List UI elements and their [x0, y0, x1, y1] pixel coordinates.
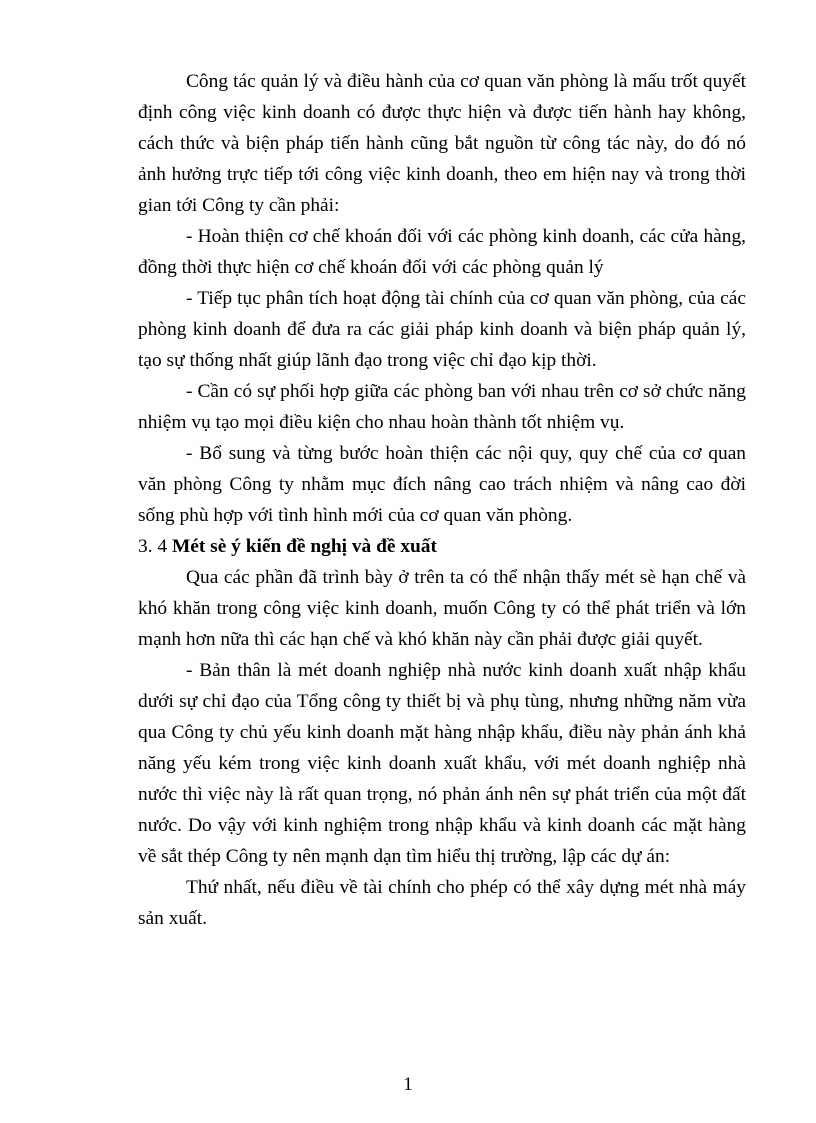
page-number: 1 — [403, 1074, 413, 1095]
document-page — [138, 66, 746, 934]
paragraph-bullet-financial-analysis: - Tiếp tục phân tích hoạt động tài chính của cơ quan văn phòng, của các phòng kinh doanh để đưa ra các giải pháp kinh doanh và biện pháp quản lý, tạo sự thống nhất giúp lãnh đạo trong việc chỉ đạo kịp thời. — [138, 288, 746, 371]
paragraph-bullet-export: - Bản thân là mét doanh nghiệp nhà nước kinh doanh xuất nhập khẩu dưới sự chỉ đạo của Tổng công ty thiết bị và phụ tùng, nhưng những năm vừa qua Công ty chủ yếu kinh doanh mặt hàng nhập khẩu, điều này phản ánh khả năng yếu kém trong việc kinh doanh xuất khẩu, với mét doanh nghiệp nhà nước thì việc này là rất quan trọng, nó phản ánh nên sự phát triển của một đất nước. Do vậy với kinh nghiệm trong nhập khẩu và kinh doanh các mặt hàng về sắt thép Công ty nên mạnh dạn tìm hiểu thị trường, lập các dự án: — [138, 660, 746, 867]
section-title: Mét sè ý kiến đề nghị và đề xuất — [171, 536, 437, 557]
paragraph-intro: Công tác quản lý và điều hành của cơ quan văn phòng là mấu trốt quyết định công việc kinh doanh có được thực hiện và được tiến hành hay không, cách thức và biện pháp tiến hành cũng bắt nguồn từ công tác này, do đó nó ảnh hưởng trực tiếp tới công việc kinh doanh, theo em hiện nay và trong thời gian tới Công ty cần phải: — [138, 71, 746, 216]
paragraph-bullet-contracting: - Hoàn thiện cơ chế khoán đối với các phòng kinh doanh, các cửa hàng, đồng thời thực hiện cơ chế khoán đối với các phòng quản lý — [138, 226, 746, 278]
paragraph-bullet-coordination: - Cần có sự phối hợp giữa các phòng ban với nhau trên cơ sở chức năng nhiệm vụ tạo mọi điều kiện cho nhau hoàn thành tốt nhiệm vụ. — [138, 381, 746, 433]
section-number: 3. 4 — [138, 536, 172, 557]
paragraph-overview: Qua các phần đã trình bày ở trên ta có thể nhận thấy mét sè hạn chế và khó khăn trong công việc kinh doanh, muốn Công ty có thể phát triển và lớn mạnh hơn nữa thì các hạn chế và khó khăn này cần phải được giải quyết. — [138, 567, 746, 650]
paragraph-first-factory: Thứ nhất, nếu điều về tài chính cho phép có thể xây dựng mét nhà máy sản xuất. — [138, 877, 746, 929]
section-heading — [138, 531, 746, 562]
paragraph-bullet-regulations: - Bổ sung và từng bước hoàn thiện các nội quy, quy chế của cơ quan văn phòng Công ty nhằm mục đích nâng cao trách nhiệm và nâng cao đời sống phù hợp với tình hình mới của cơ quan văn phòng. — [138, 443, 746, 526]
